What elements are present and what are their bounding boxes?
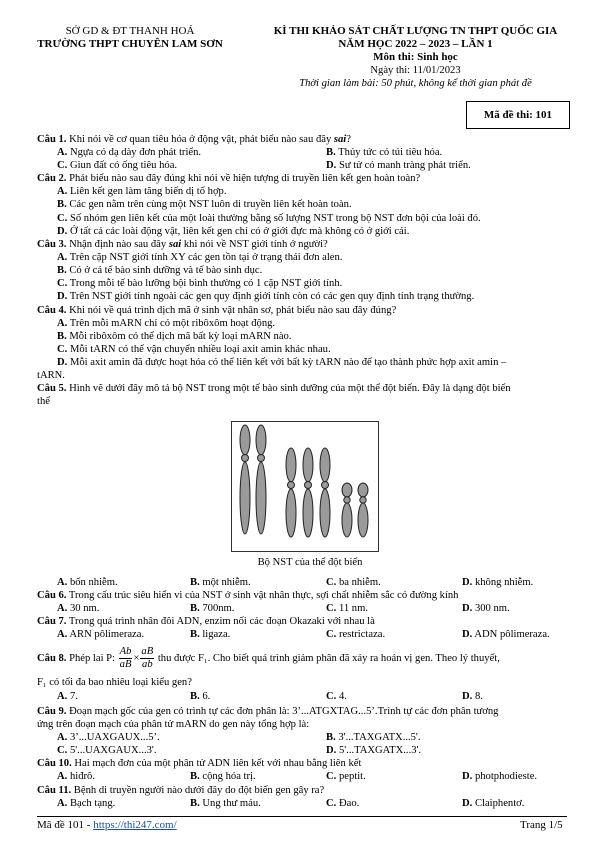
question-text: Hình vẽ dưới đây mô tả bộ NST trong một tế bào sinh dưỡng của một thể đột biến. Đây là dạng đột biến [66,383,511,394]
option-letter: B. [326,147,336,158]
option-b[interactable] [57,264,262,277]
option-text: Mỗi axit amin đã được hoạt hóa có thể liên kết với bất kỳ tARN nào để tạo thành phức hợp axit amin – [67,357,507,368]
question-7 [37,615,375,628]
question-9 [37,705,498,718]
option-letter: D. [462,771,473,782]
option-b[interactable] [57,330,292,343]
option-letter: D. [462,629,473,640]
option-text: Số nhóm gen liên kết của một loài thường bằng số lượng NST trong bộ NST đơn bội của loài đó. [67,213,481,224]
option-text: Các gen nằm trên cùng một NST luôn di truyền liên kết hoàn toàn. [66,199,352,210]
question-8 [37,646,500,671]
option-text: photphodieste. [472,771,538,782]
option-a[interactable] [57,251,342,264]
option-text: 700nm. [199,603,235,614]
option-c[interactable] [57,343,331,356]
option-letter: C. [57,344,68,355]
option-d[interactable] [326,744,421,757]
option-text: aB [141,646,154,657]
option-letter: C. [57,160,68,171]
option-text: Giun đất có ống tiêu hóa. [67,160,178,171]
option-letter: A. [57,798,68,809]
footer-code: Mã đề 101 - [37,819,94,831]
question-6 [37,589,458,602]
question-label: Câu 7. [37,616,67,627]
chromosome-long-1 [240,425,250,534]
option-letter: C. [326,798,337,809]
option-text: hiđrô. [67,771,95,782]
option-text: Sư tử có manh tràng phát triển. [336,160,471,171]
option-text: aB [119,659,132,670]
question-text: Khi nói về quá trình dịch mã ở sinh vật nhân sơ, phát biểu nào sau đây đúng? [66,305,397,316]
chromosome-short-1 [342,483,352,537]
option-text: một nhiễm. [199,577,251,588]
option-text: restrictaza. [336,629,386,640]
option-text: peptit. [336,771,366,782]
chromosome-long-2 [256,425,266,534]
school-name: TRƯỜNG THPT CHUYÊN LAM SƠN [37,38,223,51]
exam-duration: Thời gian làm bài: 50 phút, không kể thời gian phát đề [299,78,532,89]
option-a[interactable] [57,602,99,615]
option-text: 6. [199,691,211,702]
option-c[interactable] [326,602,368,615]
option-c[interactable] [57,744,156,757]
subject: Môn thi: Sinh học [373,51,458,63]
option-a[interactable] [57,690,78,703]
option-text: ligaza. [199,629,231,640]
option-text: Ung thư máu. [199,798,261,809]
option-text: 8. [472,691,483,702]
option-letter: B. [190,603,200,614]
option-letter: B. [326,732,336,743]
question-text-end: thu được F₁. Cho biết quá trình giảm phân đã xảy ra hoán vị gen. Theo lý thuyết, [155,652,500,664]
option-d[interactable] [57,356,506,369]
question-label: Câu 1. [37,134,67,145]
option-c[interactable] [326,576,381,589]
option-d[interactable] [57,225,409,238]
option-letter: C. [57,745,68,756]
option-text: Có ở cả tế bào sinh dưỡng và tế bào sinh dục. [66,265,263,276]
option-text: Trên mỗi mARN chỉ có một ribôxôm hoạt động. [67,318,276,329]
option-b[interactable] [190,628,230,641]
option-a[interactable] [57,317,275,330]
option-text: Trên NST giới tính ngoài các gen quy định giới tính còn có các gen quy định tính trạng thường. [67,291,475,302]
option-b[interactable] [190,770,256,783]
question-11 [37,784,324,797]
option-d-continued: tARN. [37,370,65,381]
option-b[interactable] [326,731,421,744]
option-text: bốn nhiễm. [67,577,118,588]
question-text: Đoạn mạch gốc của gen có trình tự các đơn phân là: 3’...ATGXTAG...5’.Trình tự các đơn phân tương [66,706,499,717]
option-letter [169,239,181,250]
question-4 [37,304,396,317]
option-text: cộng hóa trị. [199,771,256,782]
option-d[interactable] [462,628,550,641]
option-text: 30 nm. [67,603,100,614]
question-5-continued: thể [37,396,50,407]
option-text: không nhiễm. [472,577,534,588]
chromosome-short-2 [358,483,368,537]
option-text: Ab [119,646,132,657]
option-letter: A. [57,691,68,702]
option-d[interactable] [462,797,524,810]
option-text: 5'...TAXGATX...3'. [336,745,422,756]
question-text: Trong quá trình nhân đôi ADN, enzim nối các đoạn Okazaki với nhau là [66,616,375,627]
genotype-fraction-2 [140,646,154,671]
option-d[interactable] [462,602,510,615]
chromosome-medium-2 [303,448,313,537]
option-letter: A. [57,603,68,614]
question-2 [37,172,420,185]
question-label: Câu 2. [37,173,67,184]
option-b[interactable] [57,198,352,211]
option-b[interactable] [190,797,261,810]
option-text: Thủy tức có túi tiêu hóa. [335,147,443,158]
option-letter: C. [326,603,337,614]
option-letter: C. [57,213,68,224]
option-a[interactable] [57,731,160,744]
option-letter: D. [326,745,337,756]
option-letter: D. [326,160,337,171]
option-letter: C. [326,771,337,782]
option-text: ab [142,659,153,670]
chromosome-medium-3 [320,448,330,537]
option-letter: C. [326,691,337,702]
option-letter: D. [462,577,473,588]
option-text: 11 nm. [336,603,368,614]
option-letter: A. [57,732,68,743]
option-text: Mỗi ribôxôm có thể dịch mã bất kỳ loại mARN nào. [66,331,292,342]
option-d[interactable] [462,770,537,783]
option-letter: C. [57,278,68,289]
option-b[interactable] [190,576,251,589]
header-left [20,25,240,51]
figure-caption: Bộ NST của thể đột biến [257,557,363,568]
option-text: ba nhiễm. [336,577,381,588]
option-c[interactable] [57,277,342,290]
option-letter: D. [57,357,68,368]
option-text: Đao. [336,798,360,809]
option-letter: B. [190,577,200,588]
option-text: Trên cặp NST giới tính XY các gen tồn tại ở trạng thái đơn alen. [67,252,343,263]
option-letter: D. [57,226,68,237]
chromosome-medium-1 [286,448,296,537]
header-right [228,25,603,90]
option-b[interactable] [190,602,234,615]
option-c[interactable] [57,159,177,172]
exam-date: Ngày thi: 11/01/2023 [370,65,461,76]
question-text: Khi nói về cơ quan tiêu hóa ở động vật, phát biểu nào sau đây [66,134,334,145]
question-text-end: khi nói về NST giới tính ở người? [181,239,328,250]
option-text: 3'...TAXGATX...5'. [335,732,421,743]
option-text: Claiphentơ. [472,798,525,809]
option-a[interactable] [57,628,144,641]
footer-link[interactable]: https://thi247.com/ [93,819,177,831]
option-letter: D. [462,798,473,809]
footer-left [37,819,177,832]
option-letter: B. [190,691,200,702]
option-text: ADN pôlimeraza. [472,629,550,640]
option-text: 300 nm. [472,603,510,614]
option-text: 4. [336,691,347,702]
exam-code-box: Mã đề thi: 101 [466,101,570,129]
option-letter: D. [57,291,68,302]
question-text: Trong cấu trúc siêu hiển vi của NST ở sinh vật nhân thực, sợi chất nhiễm sắc có đường kính [66,590,459,601]
option-text: 7. [67,691,78,702]
option-text: Bạch tạng. [67,798,116,809]
option-letter: C. [326,577,337,588]
question-label: Câu 9. [37,706,67,717]
question-label: Câu 5. [37,383,67,394]
option-c[interactable] [326,690,347,703]
question-9-continued: ứng trên đoạn mạch của phân tử mARN do gen này tổng hợp là: [37,719,310,730]
question-label: Câu 4. [37,305,67,316]
question-1 [37,133,351,146]
option-a[interactable] [57,797,115,810]
option-c[interactable] [57,212,481,225]
question-5 [37,382,511,395]
chromosome-figure [231,421,379,552]
question-label: Câu 6. [37,590,67,601]
option-letter [334,134,346,145]
option-letter: A. [57,318,68,329]
option-a[interactable] [57,146,201,159]
option-letter: B. [57,265,67,276]
page-number: Trang 1/5 [520,819,563,831]
times-sign: × [133,652,140,664]
option-letter: D. [462,691,473,702]
option-c[interactable] [326,770,366,783]
option-letter: B. [190,771,200,782]
question-text: Bệnh di truyền người nào dưới đây do đột biến gen gây ra? [71,785,325,796]
question-3 [37,238,328,251]
genotype-fraction-1 [119,646,133,671]
option-letter: A. [57,147,68,158]
option-d[interactable] [57,290,474,303]
option-d[interactable] [462,690,483,703]
option-letter: B. [57,199,67,210]
option-text: Liên kết gen làm tăng biến dị tổ hợp. [67,186,227,197]
school-year: NĂM HỌC 2022 – 2023 – LẦN 1 [338,38,493,50]
footer-divider [37,816,567,817]
option-letter: A. [57,252,68,263]
option-text: 3’...UAXGAUX...5’. [67,732,160,743]
option-a[interactable] [57,576,118,589]
option-letter: C. [326,629,337,640]
question-10 [37,757,361,770]
option-a[interactable] [57,185,227,198]
question-label: Câu 3. [37,239,67,250]
department: SỞ GD & ĐT THANH HOÁ [65,25,195,37]
option-c[interactable] [326,628,385,641]
question-text: Phép lai P: [66,652,118,664]
question-label: Câu 11. [37,785,72,796]
chromosome-set-diagram [232,422,378,551]
option-letter: A. [57,577,68,588]
option-b[interactable] [326,146,442,159]
question-text: Nhận định nào sau đây [66,239,169,250]
question-text: Phát biểu nào sau đây đúng khi nói về hiện tượng di truyền liên kết gen hoàn toàn? [66,173,421,184]
option-d[interactable] [326,159,471,172]
question-8-continued: F₁ có tối đa bao nhiêu loại kiểu gen? [37,677,192,688]
option-text: Ở tất cả các loài động vật, liên kết gen chỉ có ở giới đực mà không có ở giới cái. [67,226,410,237]
option-text: Ngựa có dạ dày đơn phát triển. [67,147,202,158]
option-text: Mỗi tARN có thể vận chuyển nhiều loại axit amin khác nhau. [67,344,331,355]
option-letter: B. [190,629,200,640]
option-letter: B. [190,798,200,809]
option-text: 5'...UAXGAUX...3'. [67,745,157,756]
exam-title: KÌ THI KHẢO SÁT CHẤT LƯỢNG TN THPT QUỐC GIA [273,25,558,37]
question-emphasis: sai [168,239,182,250]
question-label: Câu 10. [37,758,72,769]
option-a[interactable] [57,770,95,783]
option-letter: A. [57,629,68,640]
option-letter: A. [57,186,68,197]
option-b[interactable] [190,690,210,703]
option-c[interactable] [326,797,359,810]
option-letter: B. [57,331,67,342]
question-text-end: ? [346,134,351,145]
option-letter: D. [462,603,473,614]
question-text: Hai mạch đơn của một phân tử ADN liên kết với nhau bằng liên kết [71,758,362,769]
option-text: Trong mỗi tế bào lưỡng bội bình thường có 1 cặp NST giới tính. [67,278,343,289]
option-text: ARN pôlimeraza. [67,629,145,640]
option-letter: A. [57,771,68,782]
question-emphasis: sai [333,134,347,145]
option-d[interactable] [462,576,533,589]
question-label: Câu 8. [37,652,67,664]
